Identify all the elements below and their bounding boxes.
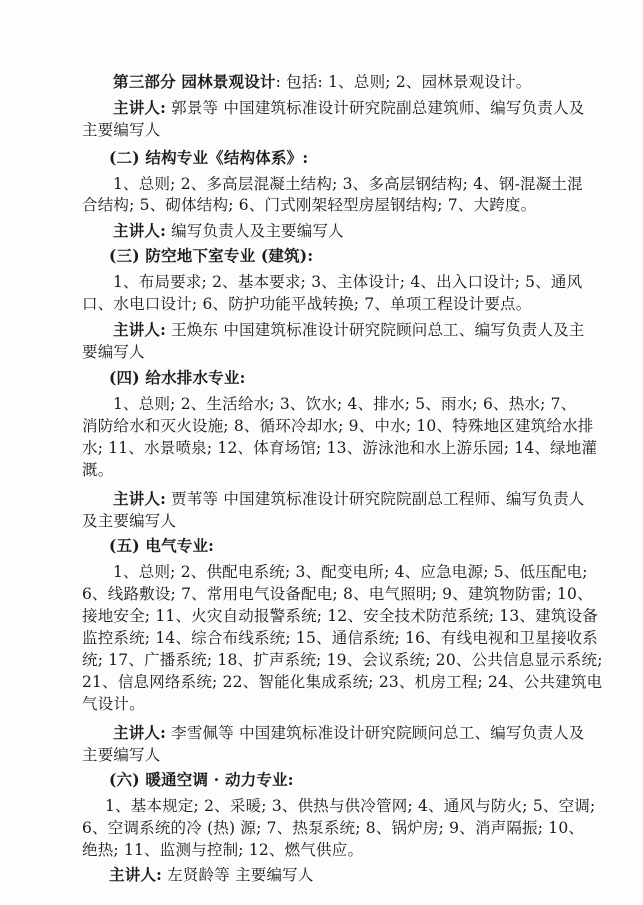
section-body-line: 溉。 (82, 461, 114, 479)
speaker-label: 主讲人: (109, 865, 163, 884)
section-speaker-line (113, 222, 344, 240)
section-body-line: 统; 17、广播系统; 18、扩声系统; 19、会议系统; 20、公共信息显示系统; (82, 651, 603, 669)
section-body-line: 1、布局要求; 2、基本要求; 3、主体设计; 4、出入口设计; 5、通风 (113, 273, 583, 291)
speaker-text-cont: 主要编写人 (82, 746, 161, 764)
section-body-line: 21、信息网络系统; 22、智能化集成系统; 23、机房工程; 24、公共建筑电 (82, 673, 603, 691)
part3-speaker-cont: 主要编写人 (82, 121, 161, 139)
speaker-label: 主讲人: (113, 489, 167, 508)
section-body-line: 1、基本规定; 2、采暖; 3、供热与供冷管网; 4、通风与防火; 5、空调; (105, 797, 596, 815)
section-body-line: 水; 11、水景喷泉; 12、体育场馆; 13、游泳池和水上游乐园; 14、绿地灌 (82, 439, 598, 457)
speaker-text: 王焕东 中国建筑标准设计研究院顾问总工、编写负责人及主 (166, 321, 585, 339)
speaker-label: 主讲人: (113, 221, 167, 240)
speaker-label: 主讲人: (113, 723, 167, 742)
part3-contents: : 包括: 1、总则; 2、园林景观设计。 (275, 73, 532, 91)
speaker-label: 主讲人: (113, 320, 167, 339)
section-speaker-line (113, 490, 585, 508)
section-heading-hvac: (六) 暖通空调 · 动力专业: (109, 770, 294, 789)
speaker-label: 主讲人: (113, 98, 167, 117)
section-heading-electrical: (五) 电气专业: (109, 536, 215, 555)
speaker-text: 编写负责人及主要编写人 (166, 222, 344, 240)
section-speaker-line (113, 724, 585, 742)
section-body-line: 监控系统; 14、综合布线系统; 15、通信系统; 16、有线电视和卫星接收系 (82, 629, 598, 647)
part3-heading: 第三部分 园林景观设计 (113, 72, 276, 91)
speaker-text: 贾苇等 中国建筑标准设计研究院院副总工程师、编写负责人 (166, 490, 585, 508)
section-body-line: 1、总则; 2、生活给水; 3、饮水; 4、排水; 5、雨水; 6、热水; 7、 (113, 395, 577, 413)
section-body-line: 合结构; 5、砌体结构; 6、门式刚架轻型房屋钢结构; 7、大跨度。 (82, 196, 537, 214)
speaker-text: 李雪佩等 中国建筑标准设计研究院顾问总工、编写负责人及 (166, 724, 585, 742)
section-body-line: 1、总则; 2、多高层混凝土结构; 3、多高层钢结构; 4、钢-混凝土混 (113, 175, 583, 193)
section-body-line: 绝热; 11、监测与控制; 12、燃气供应。 (82, 841, 364, 859)
section-body-line: 接地安全; 11、火灾自动报警系统; 12、安全技术防范系统; 13、建筑设备 (82, 607, 598, 625)
part3-line (113, 73, 531, 91)
speaker-text-cont: 要编写人 (82, 343, 145, 361)
section-body-line: 6、线路敷设; 7、常用电气设备配电; 8、电气照明; 9、建筑物防雷; 10、 (82, 585, 593, 603)
part3-speaker-line (113, 99, 585, 117)
speaker-text-cont: 及主要编写人 (82, 512, 177, 530)
section-body-line: 1、总则; 2、供配电系统; 3、配变电所; 4、应急电源; 5、低压配电; (113, 563, 588, 581)
section-body-line: 气设计。 (82, 695, 145, 713)
section-body-line: 6、空调系统的冷 (热) 源; 7、热泵系统; 8、锅炉房; 9、消声隔振; 10、 (82, 819, 585, 837)
speaker-text: 左贤龄等 主要编写人 (162, 866, 314, 884)
section-heading-structure: (二) 结构专业《结构体系》: (109, 148, 309, 167)
section-speaker-line (109, 866, 314, 884)
section-heading-water: (四) 给水排水专业: (109, 368, 246, 387)
section-body-line: 消防给水和灭火设施; 8、循环冷却水; 9、中水; 10、特殊地区建筑给水排 (82, 417, 594, 435)
part3-speaker-text: 郭景等 中国建筑标准设计研究院副总建筑师、编写负责人及 (166, 99, 585, 117)
section-speaker-line (113, 321, 585, 339)
section-body-line: 口、水电口设计; 6、防护功能平战转换; 7、单项工程设计要点。 (82, 295, 532, 313)
section-heading-civil-defense: (三) 防空地下室专业 (建筑): (109, 246, 314, 265)
